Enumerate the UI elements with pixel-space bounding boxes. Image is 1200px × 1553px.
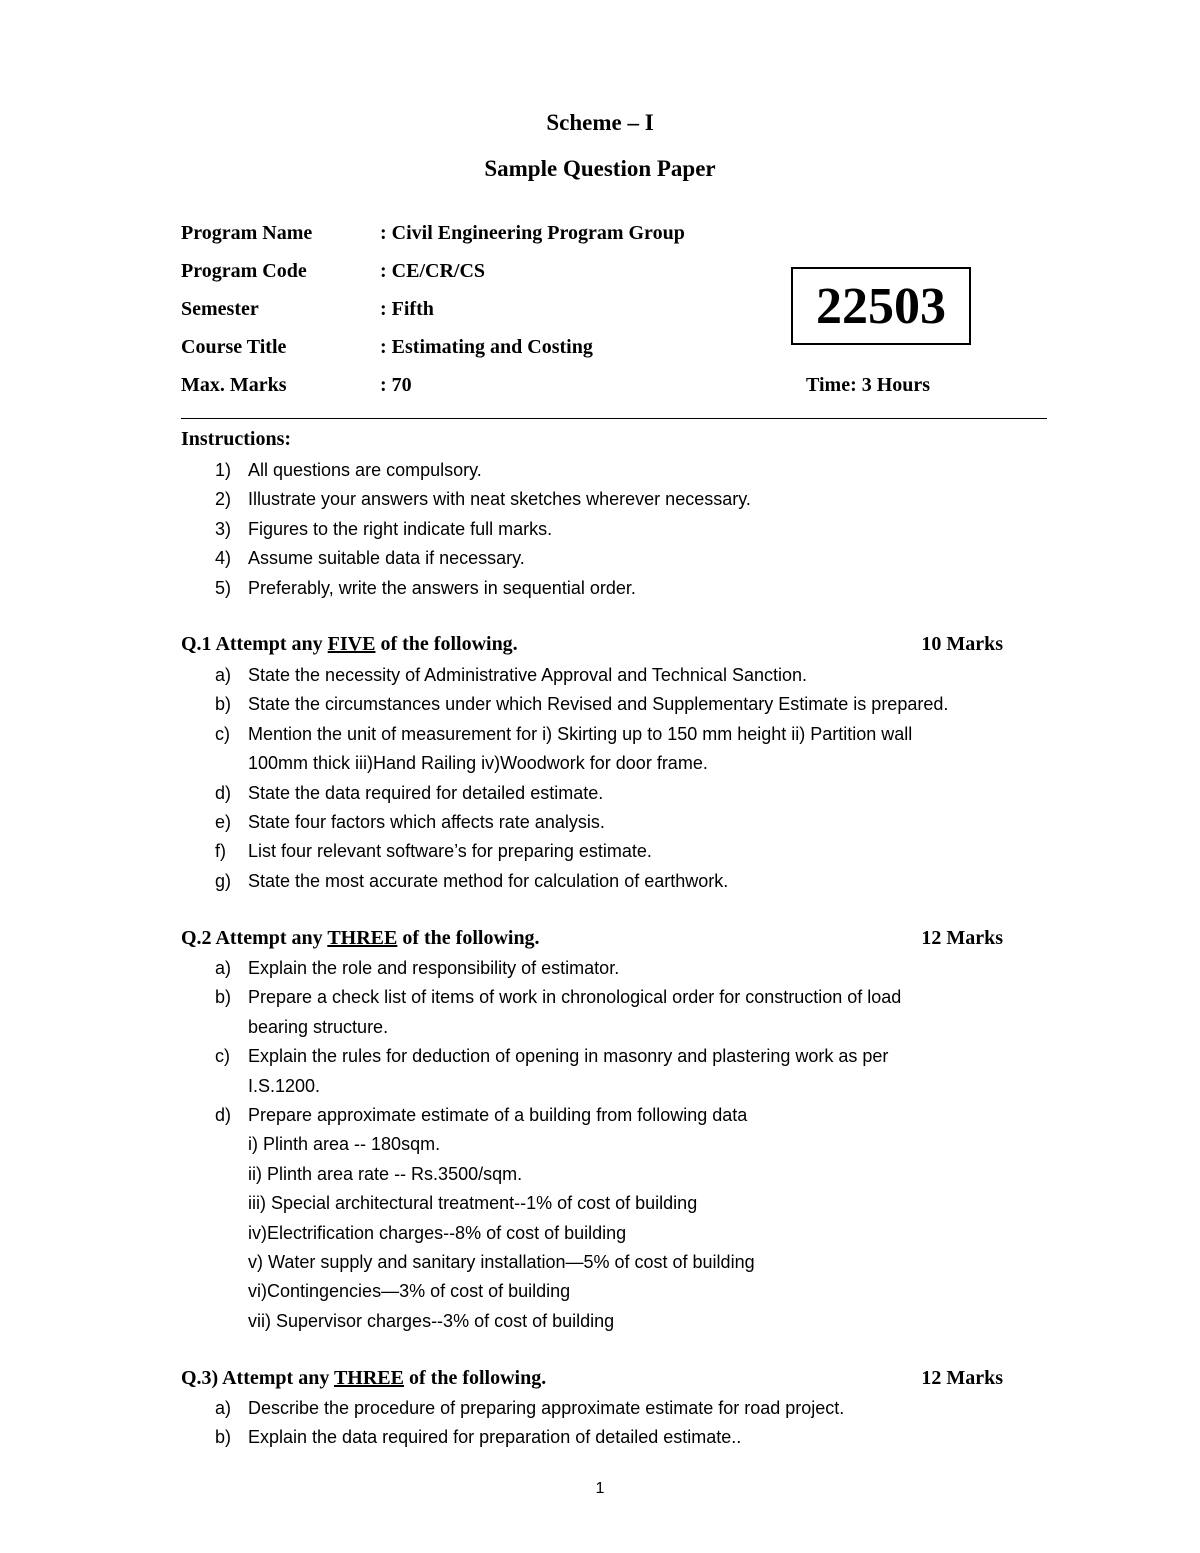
- data-subitem: ii) Plinth area rate -- Rs.3500/sqm.: [248, 1163, 523, 1184]
- question-2-list: [181, 954, 901, 1336]
- page-title: Sample Question Paper: [484, 156, 716, 181]
- question-2-heading: [181, 927, 1003, 950]
- question-item: [181, 779, 948, 808]
- header-divider: [181, 418, 1047, 419]
- item-text: Prepare approximate estimate of a building from following data: [248, 1105, 748, 1126]
- instructions-heading: Instructions:: [181, 428, 292, 450]
- item-label: g): [215, 870, 232, 891]
- item-text-line: I.S.1200.: [248, 1075, 321, 1096]
- question-1-heading: [181, 633, 1003, 656]
- item-label: 5): [215, 577, 232, 598]
- item-label: c): [215, 723, 230, 744]
- item-text: State the circumstances under which Revised and Supplementary Estimate is prepared.: [248, 694, 949, 715]
- question-item: [181, 690, 948, 719]
- question-item: [181, 837, 948, 866]
- course-title-label: Course Title: [181, 336, 287, 358]
- item-text: List four relevant software’s for preparing estimate.: [248, 841, 652, 862]
- max-marks-label: Max. Marks: [181, 374, 287, 396]
- question-item: [181, 954, 901, 983]
- course-code: 22503: [816, 277, 946, 335]
- instruction-item: [181, 485, 751, 514]
- q2-suffix: of the following.: [397, 927, 540, 949]
- data-subitem: v) Water supply and sanitary installation—5% of cost of building: [248, 1252, 755, 1273]
- item-label: 1): [215, 460, 232, 480]
- item-text: Describe the procedure of preparing approximate estimate for road project.: [248, 1398, 845, 1418]
- question-item: [181, 808, 948, 837]
- item-label: 3): [215, 518, 232, 539]
- question-item: [181, 720, 948, 779]
- item-label: d): [215, 1105, 232, 1126]
- q2-marks: 12 Marks: [921, 927, 1003, 949]
- q2-prefix: Q.2 Attempt any: [181, 927, 328, 949]
- question-item: [181, 1042, 901, 1101]
- question-item: [181, 1394, 844, 1423]
- data-subitem: vi)Contingencies—3% of cost of building: [248, 1281, 571, 1302]
- q1-prefix: Q.1 Attempt any: [181, 633, 328, 655]
- item-label: 2): [215, 489, 232, 510]
- item-text: State the necessity of Administrative Approval and Technical Sanction.: [248, 665, 807, 685]
- instruction-item: [181, 515, 751, 544]
- item-text-line: 100mm thick iii)Hand Railing iv)Woodwork for door frame.: [248, 753, 708, 774]
- question-item: [181, 1101, 901, 1336]
- item-text: Figures to the right indicate full marks.: [248, 518, 553, 539]
- semester-label: Semester: [181, 298, 259, 320]
- item-text-line: Mention the unit of measurement for i) Skirting up to 150 mm height ii) Partition wall: [248, 723, 913, 744]
- data-subitem: iv)Electrification charges--8% of cost of building: [248, 1222, 627, 1243]
- data-subitem: vii) Supervisor charges--3% of cost of building: [248, 1310, 615, 1331]
- program-code-value: : CE/CR/CS: [380, 260, 486, 282]
- instructions-list: [181, 456, 751, 603]
- item-label: a): [215, 958, 232, 978]
- item-label: b): [215, 1427, 232, 1448]
- q3-prefix: Q.3) Attempt any: [181, 1367, 334, 1389]
- question-3-heading: [181, 1367, 1003, 1390]
- item-text: State the data required for detailed estimate.: [248, 782, 604, 803]
- exam-duration: Time: 3 Hours: [806, 374, 931, 396]
- item-label: a): [215, 1398, 232, 1418]
- semester-value: : Fifth: [380, 298, 434, 320]
- item-text: All questions are compulsory.: [248, 460, 482, 480]
- course-code-box: [791, 267, 971, 345]
- item-label: e): [215, 812, 232, 833]
- item-text: State the most accurate method for calculation of earthwork.: [248, 870, 729, 891]
- data-subitem: i) Plinth area -- 180sqm.: [248, 1134, 441, 1155]
- item-label: a): [215, 665, 232, 685]
- instruction-item: [181, 456, 751, 485]
- item-label: b): [215, 987, 232, 1008]
- course-title-value: : Estimating and Costing: [380, 336, 593, 358]
- instruction-item: [181, 574, 751, 603]
- q1-emphasis: FIVE: [327, 633, 376, 655]
- item-text-line: Explain the rules for deduction of opening in masonry and plastering work as per: [248, 1046, 889, 1067]
- q3-emphasis: THREE: [333, 1367, 404, 1389]
- item-text-line: bearing structure.: [248, 1016, 389, 1037]
- item-label: f): [215, 841, 226, 862]
- item-text: Explain the data required for preparation of detailed estimate..: [248, 1427, 742, 1448]
- item-label: d): [215, 782, 232, 803]
- q3-suffix: of the following.: [404, 1367, 547, 1389]
- q1-suffix: of the following.: [375, 633, 518, 655]
- program-name-value: : Civil Engineering Program Group: [380, 222, 685, 244]
- item-text: Assume suitable data if necessary.: [248, 548, 525, 569]
- item-label: c): [215, 1046, 230, 1067]
- item-text: Illustrate your answers with neat sketches wherever necessary.: [248, 489, 751, 510]
- question-item: [181, 661, 948, 690]
- scheme-label: Scheme – I: [546, 110, 654, 135]
- page-number: 1: [595, 1480, 605, 1497]
- item-label: b): [215, 694, 232, 715]
- data-subitem: iii) Special architectural treatment--1% of cost of building: [248, 1193, 698, 1214]
- q1-marks: 10 Marks: [921, 633, 1003, 655]
- item-text-line: Prepare a check list of items of work in chronological order for construction of load: [248, 987, 902, 1008]
- question-3-list: [181, 1394, 844, 1453]
- item-text: Preferably, write the answers in sequential order.: [248, 577, 636, 598]
- question-1-list: [181, 661, 948, 896]
- question-item: [181, 1423, 844, 1452]
- question-item: [181, 867, 948, 896]
- item-text: State four factors which affects rate analysis.: [248, 812, 605, 833]
- item-text: Explain the role and responsibility of estimator.: [248, 958, 620, 978]
- max-marks-value: : 70: [380, 374, 412, 396]
- item-label: 4): [215, 548, 232, 569]
- program-code-label: Program Code: [181, 260, 307, 282]
- program-name-label: Program Name: [181, 222, 313, 244]
- q2-emphasis: THREE: [327, 927, 398, 949]
- q3-marks: 12 Marks: [921, 1367, 1003, 1389]
- instruction-item: [181, 544, 751, 573]
- question-item: [181, 983, 901, 1042]
